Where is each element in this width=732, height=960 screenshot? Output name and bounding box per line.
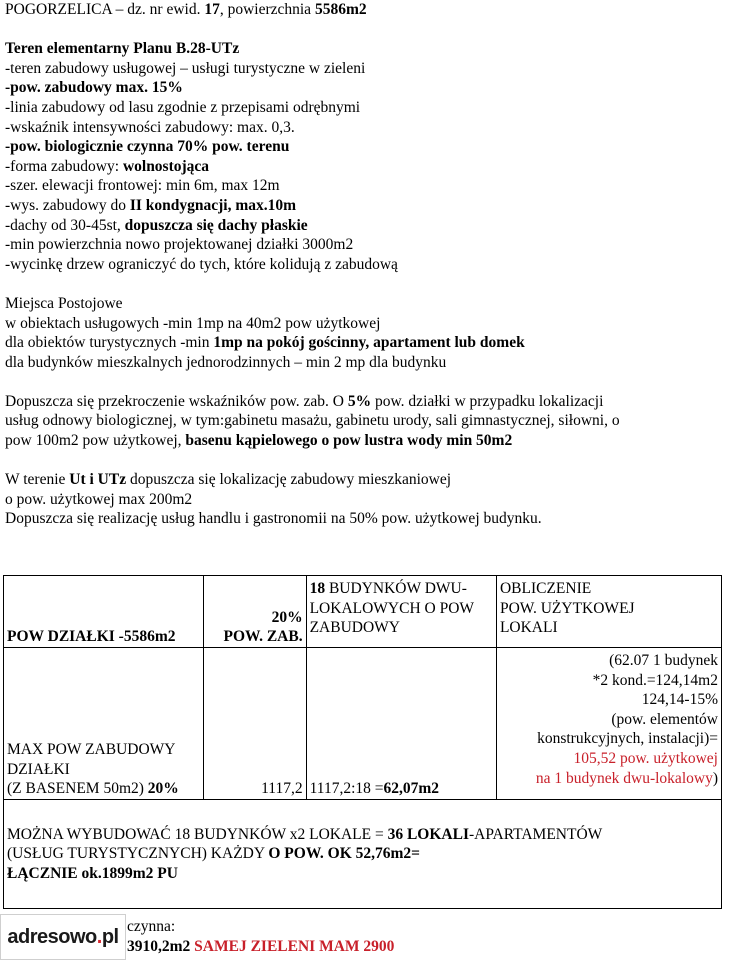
location-text: POGORZELICA – dz. nr ewid. (5, 1, 205, 18)
header-line (5, 0, 727, 20)
terrain-line: -wskaźnik intensywności zabudowy: max. 0,3. (5, 118, 295, 136)
adresowo-logo[interactable]: adresowo.pl (0, 914, 126, 960)
terrain-line: -min powierzchnia nowo projektowanej działki 3000m2 (5, 236, 354, 254)
parking-line: dla budynków mieszkalnych jednorodzinnych – min 2 mp dla budynku (5, 353, 447, 371)
calculation-table (3, 575, 722, 909)
terrain-line: -linia zabudowy od lasu zgodnie z przepisami odrębnymi (5, 98, 361, 116)
table-row (4, 648, 722, 800)
summary-cell: MOŻNA WYBUDOWAĆ 18 BUDYNKÓW x2 LOKALE = 36 LOKALI-APARTAMENTÓW (USŁUG TURYSTYCZNYCH) KAŻDY O POW. OK 52,76m2= ŁĄCZNIE ok.1899m2 PU (4, 800, 722, 909)
residential-line: Dopuszcza się realizację usług handlu i gastronomii na 50% pow. użytkowej budynku. (5, 510, 542, 528)
residential-line: W terenie Ut i UTz dopuszcza się lokalizację zabudowy mieszkaniowej (5, 471, 452, 489)
table-summary-row (4, 800, 722, 909)
exceed-line: pow 100m2 pow użytkowej, basenu kąpielowego o pow lustra wody min 50m2 (5, 432, 513, 450)
terrain-title: Teren elementarny Planu B.28-UTz (5, 40, 240, 58)
area-value: 5586m2 (314, 1, 367, 18)
per-building-area: 1117,2:18 =62,07m2 (306, 648, 496, 800)
residential-line: o pow. użytkowej max 200m2 (5, 490, 193, 508)
header-plot-area: POW DZIAŁKI -5586m2 (4, 576, 204, 648)
plot-number: 17 (204, 1, 220, 18)
area-label: , powierzchnia (219, 1, 315, 18)
document-body (5, 0, 727, 529)
parking-line: w obiektach usługowych -min 1mp na 40m2 pow użytkowej (5, 314, 381, 332)
max-build-area-label: MAX POW ZABUDOWY DZIAŁKI (Z BASENEM 50m2) 20% (4, 648, 204, 800)
terrain-line: -pow. zabudowy max. 15% (5, 79, 183, 97)
terrain-line: -dachy od 30-45st, dopuszcza się dachy płaskie (5, 216, 308, 234)
terrain-line: -szer. elewacji frontowej: min 6m, max 12m (5, 177, 280, 195)
terrain-line: -forma zabudowy: wolnostojąca (5, 157, 210, 175)
parking-line: dla obiektów turystycznych -min 1mp na pokój gościnny, apartament lub domek (5, 334, 525, 352)
usable-area-calculation: (62.07 1 budynek *2 kond.=124,14m2 124,14-15% (pow. elementów konstrukcyjnych, instalacji)= 105,52 pow. użytkowej na 1 budynek dwu-lokalowy) (496, 648, 721, 800)
exceed-line: usług odnowy biologicznej, w tym:gabinetu masażu, gabinetu urody, sali gimnastycznej, siłowni, o (5, 412, 620, 430)
exceed-line: Dopuszcza się przekroczenie wskaźników pow. zab. O 5% pow. działki w przypadku lokalizacji (5, 392, 604, 410)
table-header-row (4, 576, 722, 648)
terrain-line: -wys. zabudowy do II kondygnacji, max.10m (5, 196, 297, 214)
header-build-pct: 20% POW. ZAB. (204, 576, 307, 648)
max-build-area-value: 1117,2 (204, 648, 307, 800)
header-calculation: OBLICZENIE POW. UŻYTKOWEJ LOKALI (496, 576, 721, 648)
footer-line-1: czynna: (127, 918, 176, 935)
terrain-line: -teren zabudowy usługowej – usługi turystyczne w zieleni (5, 59, 366, 77)
terrain-line: -wycinkę drzew ograniczyć do tych, które kolidują z zabudową (5, 255, 398, 273)
footer-line-2: 3910,2m2 SAMEJ ZIELENI MAM 2900 (127, 938, 395, 955)
header-buildings: 18 BUDYNKÓW DWU- LOKALOWYCH O POW ZABUDOWY (306, 576, 496, 648)
terrain-line: -pow. biologicznie czynna 70% pow. terenu (5, 138, 290, 156)
parking-title: Miejsca Postojowe (5, 294, 123, 312)
